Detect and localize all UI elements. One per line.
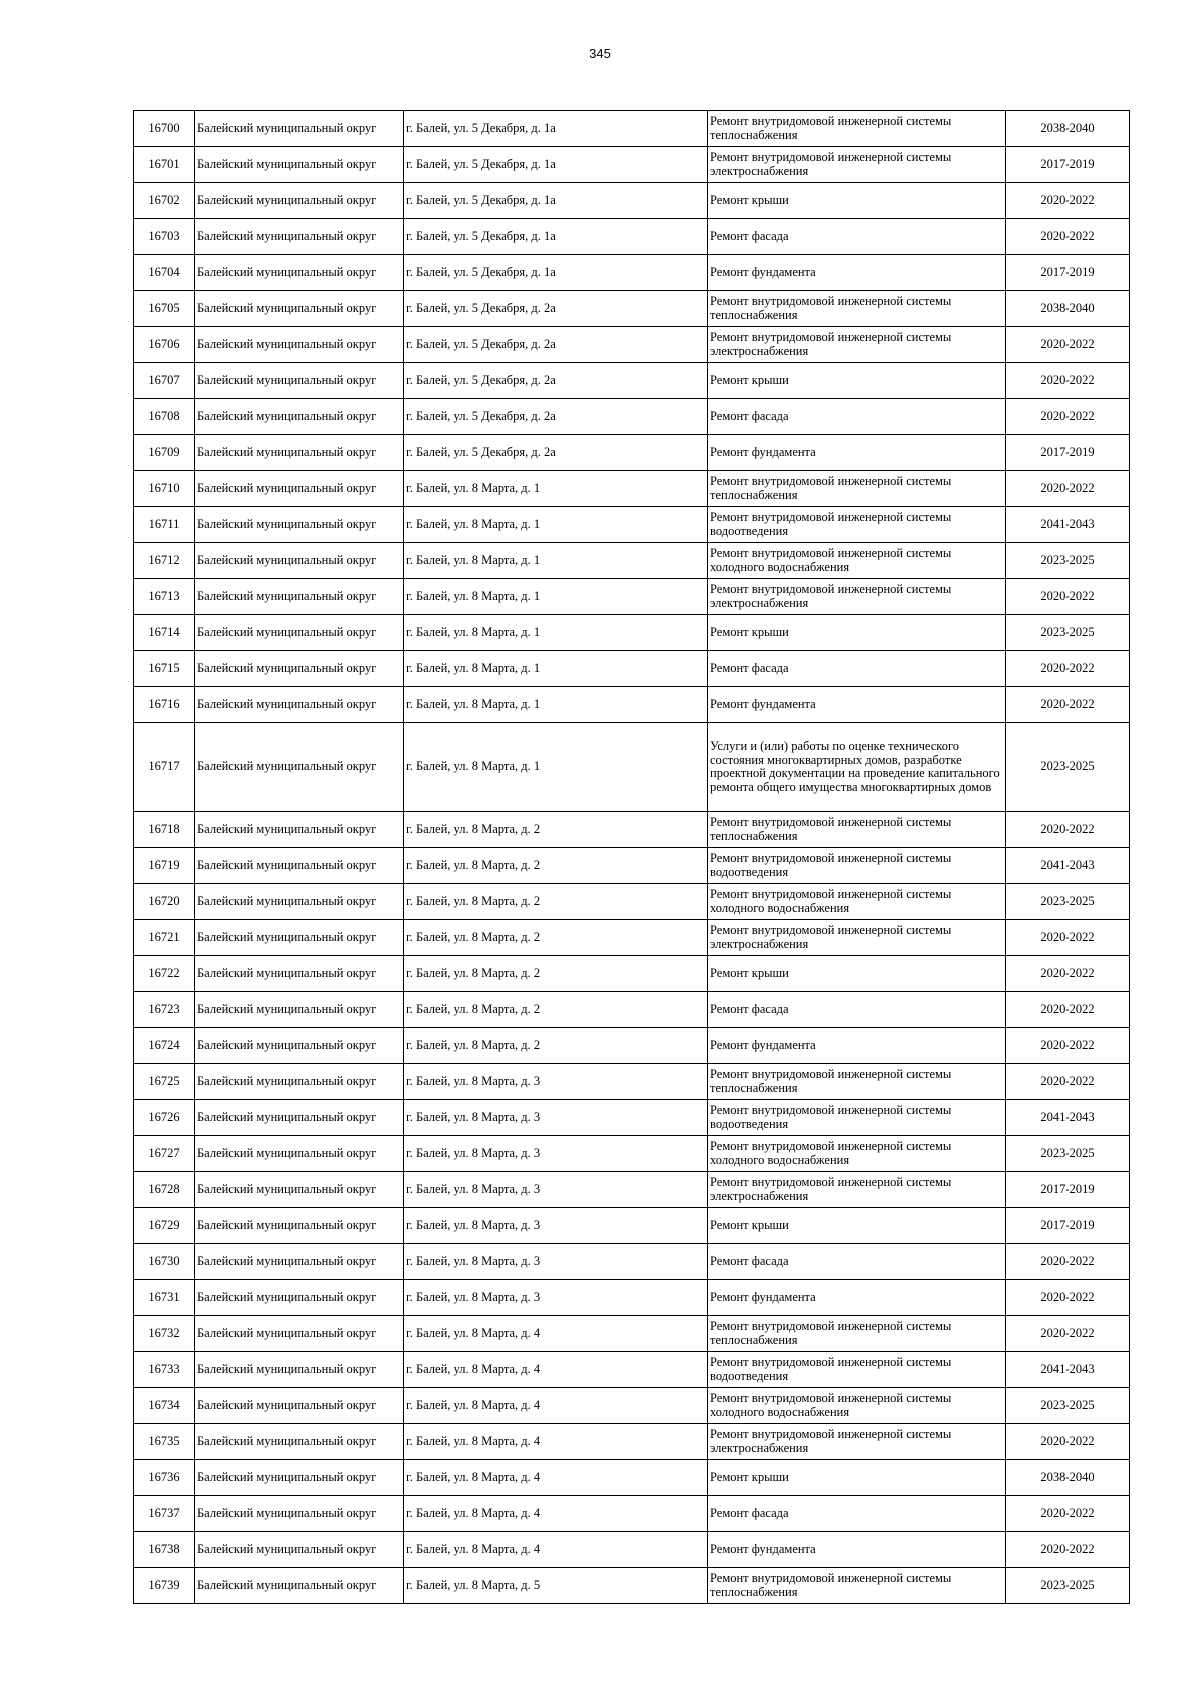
cell-address: г. Балей, ул. 5 Декабря, д. 2а	[404, 327, 708, 363]
cell-address: г. Балей, ул. 5 Декабря, д. 1а	[404, 147, 708, 183]
table-row	[134, 219, 1130, 255]
cell-number: 16701	[134, 147, 195, 183]
table-row	[134, 687, 1130, 723]
cell-period: 2020-2022	[1006, 1496, 1130, 1532]
cell-district: Балейский муниципальный округ	[195, 1496, 404, 1532]
cell-district: Балейский муниципальный округ	[195, 1316, 404, 1352]
cell-number: 16738	[134, 1532, 195, 1568]
cell-district: Балейский муниципальный округ	[195, 848, 404, 884]
cell-number: 16731	[134, 1280, 195, 1316]
cell-address: г. Балей, ул. 5 Декабря, д. 2а	[404, 435, 708, 471]
cell-work-type: Ремонт крыши	[708, 1208, 1006, 1244]
cell-period: 2020-2022	[1006, 1424, 1130, 1460]
cell-work-type: Ремонт фасада	[708, 219, 1006, 255]
table-row	[134, 363, 1130, 399]
cell-period: 2020-2022	[1006, 956, 1130, 992]
cell-period: 2017-2019	[1006, 435, 1130, 471]
cell-address: г. Балей, ул. 8 Марта, д. 3	[404, 1136, 708, 1172]
cell-address: г. Балей, ул. 8 Марта, д. 1	[404, 507, 708, 543]
cell-work-type: Ремонт фасада	[708, 992, 1006, 1028]
cell-work-type: Ремонт фундамента	[708, 435, 1006, 471]
cell-period: 2020-2022	[1006, 363, 1130, 399]
cell-period: 2041-2043	[1006, 848, 1130, 884]
table-row	[134, 435, 1130, 471]
cell-work-type: Ремонт внутридомовой инженерной системы водоотведения	[708, 1352, 1006, 1388]
cell-address: г. Балей, ул. 8 Марта, д. 1	[404, 471, 708, 507]
cell-period: 2023-2025	[1006, 1136, 1130, 1172]
cell-work-type: Ремонт крыши	[708, 363, 1006, 399]
cell-period: 2038-2040	[1006, 291, 1130, 327]
table-row	[134, 920, 1130, 956]
cell-address: г. Балей, ул. 5 Декабря, д. 1а	[404, 219, 708, 255]
repair-schedule-table	[133, 110, 1130, 1604]
cell-number: 16735	[134, 1424, 195, 1460]
table-row	[134, 1172, 1130, 1208]
table-row	[134, 1568, 1130, 1604]
cell-address: г. Балей, ул. 5 Декабря, д. 1а	[404, 111, 708, 147]
cell-work-type: Услуги и (или) работы по оценке технического состояния многоквартирных домов, разработке проектной документации на проведение капитального ремонта общего имущества многоквартирных домов	[708, 723, 1006, 812]
cell-number: 16734	[134, 1388, 195, 1424]
cell-address: г. Балей, ул. 8 Марта, д. 4	[404, 1316, 708, 1352]
cell-period: 2020-2022	[1006, 1280, 1130, 1316]
cell-district: Балейский муниципальный округ	[195, 471, 404, 507]
cell-number: 16718	[134, 812, 195, 848]
cell-address: г. Балей, ул. 8 Марта, д. 3	[404, 1172, 708, 1208]
cell-district: Балейский муниципальный округ	[195, 111, 404, 147]
table-row	[134, 723, 1130, 812]
cell-number: 16723	[134, 992, 195, 1028]
table-row	[134, 992, 1130, 1028]
table-row	[134, 1100, 1130, 1136]
cell-work-type: Ремонт внутридомовой инженерной системы теплоснабжения	[708, 812, 1006, 848]
cell-work-type: Ремонт фасада	[708, 1496, 1006, 1532]
cell-work-type: Ремонт внутридомовой инженерной системы электроснабжения	[708, 579, 1006, 615]
cell-number: 16721	[134, 920, 195, 956]
cell-work-type: Ремонт внутридомовой инженерной системы холодного водоснабжения	[708, 1136, 1006, 1172]
cell-district: Балейский муниципальный округ	[195, 291, 404, 327]
cell-work-type: Ремонт фасада	[708, 399, 1006, 435]
cell-work-type: Ремонт внутридомовой инженерной системы холодного водоснабжения	[708, 1388, 1006, 1424]
cell-district: Балейский муниципальный округ	[195, 363, 404, 399]
cell-period: 2041-2043	[1006, 1100, 1130, 1136]
cell-address: г. Балей, ул. 8 Марта, д. 2	[404, 992, 708, 1028]
cell-number: 16724	[134, 1028, 195, 1064]
cell-period: 2020-2022	[1006, 399, 1130, 435]
cell-period: 2017-2019	[1006, 1172, 1130, 1208]
cell-work-type: Ремонт фундамента	[708, 687, 1006, 723]
cell-district: Балейский муниципальный округ	[195, 543, 404, 579]
cell-number: 16707	[134, 363, 195, 399]
cell-number: 16733	[134, 1352, 195, 1388]
cell-period: 2020-2022	[1006, 579, 1130, 615]
cell-address: г. Балей, ул. 8 Марта, д. 4	[404, 1424, 708, 1460]
cell-number: 16709	[134, 435, 195, 471]
cell-work-type: Ремонт внутридомовой инженерной системы холодного водоснабжения	[708, 884, 1006, 920]
cell-period: 2020-2022	[1006, 992, 1130, 1028]
cell-address: г. Балей, ул. 8 Марта, д. 2	[404, 956, 708, 992]
cell-district: Балейский муниципальный округ	[195, 255, 404, 291]
cell-district: Балейский муниципальный округ	[195, 1568, 404, 1604]
cell-number: 16708	[134, 399, 195, 435]
table-row	[134, 327, 1130, 363]
cell-address: г. Балей, ул. 8 Марта, д. 1	[404, 615, 708, 651]
cell-number: 16739	[134, 1568, 195, 1604]
table-row	[134, 579, 1130, 615]
cell-period: 2020-2022	[1006, 651, 1130, 687]
cell-number: 16729	[134, 1208, 195, 1244]
cell-district: Балейский муниципальный округ	[195, 1208, 404, 1244]
cell-district: Балейский муниципальный округ	[195, 1424, 404, 1460]
cell-work-type: Ремонт внутридомовой инженерной системы теплоснабжения	[708, 111, 1006, 147]
table-row	[134, 812, 1130, 848]
table-row	[134, 147, 1130, 183]
cell-period: 2017-2019	[1006, 255, 1130, 291]
table-row	[134, 1316, 1130, 1352]
table-row	[134, 884, 1130, 920]
cell-work-type: Ремонт фундамента	[708, 255, 1006, 291]
table-row	[134, 615, 1130, 651]
cell-work-type: Ремонт внутридомовой инженерной системы теплоснабжения	[708, 1568, 1006, 1604]
cell-work-type: Ремонт фасада	[708, 651, 1006, 687]
cell-period: 2020-2022	[1006, 687, 1130, 723]
cell-period: 2020-2022	[1006, 920, 1130, 956]
cell-district: Балейский муниципальный округ	[195, 183, 404, 219]
table-body	[134, 111, 1130, 1604]
cell-period: 2023-2025	[1006, 884, 1130, 920]
cell-number: 16700	[134, 111, 195, 147]
cell-period: 2020-2022	[1006, 327, 1130, 363]
cell-work-type: Ремонт внутридомовой инженерной системы электроснабжения	[708, 920, 1006, 956]
cell-work-type: Ремонт крыши	[708, 956, 1006, 992]
cell-number: 16706	[134, 327, 195, 363]
cell-address: г. Балей, ул. 8 Марта, д. 2	[404, 884, 708, 920]
cell-period: 2020-2022	[1006, 219, 1130, 255]
cell-district: Балейский муниципальный округ	[195, 956, 404, 992]
cell-period: 2023-2025	[1006, 615, 1130, 651]
cell-district: Балейский муниципальный округ	[195, 1352, 404, 1388]
cell-period: 2020-2022	[1006, 471, 1130, 507]
cell-period: 2020-2022	[1006, 1244, 1130, 1280]
cell-district: Балейский муниципальный округ	[195, 507, 404, 543]
cell-period: 2041-2043	[1006, 1352, 1130, 1388]
cell-address: г. Балей, ул. 8 Марта, д. 1	[404, 579, 708, 615]
cell-period: 2023-2025	[1006, 543, 1130, 579]
cell-period: 2020-2022	[1006, 1532, 1130, 1568]
table-row	[134, 399, 1130, 435]
cell-number: 16712	[134, 543, 195, 579]
cell-district: Балейский муниципальный округ	[195, 399, 404, 435]
cell-number: 16703	[134, 219, 195, 255]
cell-district: Балейский муниципальный округ	[195, 327, 404, 363]
cell-address: г. Балей, ул. 8 Марта, д. 3	[404, 1280, 708, 1316]
cell-period: 2023-2025	[1006, 723, 1130, 812]
cell-district: Балейский муниципальный округ	[195, 1172, 404, 1208]
cell-district: Балейский муниципальный округ	[195, 1136, 404, 1172]
cell-address: г. Балей, ул. 5 Декабря, д. 1а	[404, 183, 708, 219]
cell-period: 2023-2025	[1006, 1388, 1130, 1424]
table-row	[134, 1460, 1130, 1496]
table-row	[134, 1244, 1130, 1280]
cell-district: Балейский муниципальный округ	[195, 435, 404, 471]
cell-address: г. Балей, ул. 5 Декабря, д. 2а	[404, 291, 708, 327]
cell-work-type: Ремонт крыши	[708, 183, 1006, 219]
cell-address: г. Балей, ул. 8 Марта, д. 1	[404, 723, 708, 812]
cell-district: Балейский муниципальный округ	[195, 1460, 404, 1496]
cell-period: 2023-2025	[1006, 1568, 1130, 1604]
cell-period: 2020-2022	[1006, 1064, 1130, 1100]
cell-district: Балейский муниципальный округ	[195, 884, 404, 920]
table-row	[134, 291, 1130, 327]
table-row	[134, 471, 1130, 507]
cell-address: г. Балей, ул. 8 Марта, д. 4	[404, 1460, 708, 1496]
cell-work-type: Ремонт крыши	[708, 1460, 1006, 1496]
cell-number: 16725	[134, 1064, 195, 1100]
cell-number: 16705	[134, 291, 195, 327]
cell-period: 2020-2022	[1006, 1316, 1130, 1352]
cell-number: 16715	[134, 651, 195, 687]
cell-address: г. Балей, ул. 8 Марта, д. 1	[404, 543, 708, 579]
cell-work-type: Ремонт фундамента	[708, 1280, 1006, 1316]
table-row	[134, 1424, 1130, 1460]
table-row	[134, 543, 1130, 579]
cell-district: Балейский муниципальный округ	[195, 147, 404, 183]
table-row	[134, 1280, 1130, 1316]
cell-district: Балейский муниципальный округ	[195, 579, 404, 615]
table-row	[134, 1532, 1130, 1568]
table-row	[134, 111, 1130, 147]
cell-district: Балейский муниципальный округ	[195, 615, 404, 651]
cell-number: 16719	[134, 848, 195, 884]
cell-address: г. Балей, ул. 8 Марта, д. 3	[404, 1064, 708, 1100]
cell-district: Балейский муниципальный округ	[195, 920, 404, 956]
table-row	[134, 1028, 1130, 1064]
table-row	[134, 956, 1130, 992]
cell-number: 16730	[134, 1244, 195, 1280]
cell-work-type: Ремонт внутридомовой инженерной системы водоотведения	[708, 507, 1006, 543]
cell-number: 16702	[134, 183, 195, 219]
cell-district: Балейский муниципальный округ	[195, 1388, 404, 1424]
cell-district: Балейский муниципальный округ	[195, 651, 404, 687]
cell-address: г. Балей, ул. 8 Марта, д. 1	[404, 651, 708, 687]
cell-work-type: Ремонт крыши	[708, 615, 1006, 651]
cell-address: г. Балей, ул. 8 Марта, д. 2	[404, 812, 708, 848]
cell-district: Балейский муниципальный округ	[195, 1280, 404, 1316]
cell-district: Балейский муниципальный округ	[195, 992, 404, 1028]
cell-district: Балейский муниципальный округ	[195, 1028, 404, 1064]
cell-address: г. Балей, ул. 8 Марта, д. 4	[404, 1532, 708, 1568]
cell-period: 2038-2040	[1006, 111, 1130, 147]
cell-work-type: Ремонт внутридомовой инженерной системы водоотведения	[708, 1100, 1006, 1136]
cell-address: г. Балей, ул. 8 Марта, д. 3	[404, 1208, 708, 1244]
cell-number: 16736	[134, 1460, 195, 1496]
cell-address: г. Балей, ул. 8 Марта, д. 5	[404, 1568, 708, 1604]
cell-number: 16720	[134, 884, 195, 920]
table-row	[134, 1352, 1130, 1388]
cell-number: 16713	[134, 579, 195, 615]
table-row	[134, 183, 1130, 219]
cell-address: г. Балей, ул. 8 Марта, д. 2	[404, 920, 708, 956]
cell-address: г. Балей, ул. 8 Марта, д. 2	[404, 1028, 708, 1064]
cell-work-type: Ремонт внутридомовой инженерной системы теплоснабжения	[708, 471, 1006, 507]
cell-address: г. Балей, ул. 8 Марта, д. 1	[404, 687, 708, 723]
cell-address: г. Балей, ул. 5 Декабря, д. 2а	[404, 399, 708, 435]
cell-work-type: Ремонт внутридомовой инженерной системы теплоснабжения	[708, 1316, 1006, 1352]
cell-address: г. Балей, ул. 5 Декабря, д. 1а	[404, 255, 708, 291]
cell-number: 16727	[134, 1136, 195, 1172]
cell-period: 2020-2022	[1006, 183, 1130, 219]
table-row	[134, 1064, 1130, 1100]
cell-work-type: Ремонт внутридомовой инженерной системы водоотведения	[708, 848, 1006, 884]
cell-number: 16714	[134, 615, 195, 651]
page-number: 345	[589, 46, 611, 61]
table-row	[134, 255, 1130, 291]
cell-address: г. Балей, ул. 5 Декабря, д. 2а	[404, 363, 708, 399]
cell-work-type: Ремонт внутридомовой инженерной системы электроснабжения	[708, 1424, 1006, 1460]
cell-number: 16710	[134, 471, 195, 507]
table-row	[134, 1208, 1130, 1244]
cell-address: г. Балей, ул. 8 Марта, д. 3	[404, 1100, 708, 1136]
cell-district: Балейский муниципальный округ	[195, 1532, 404, 1568]
cell-district: Балейский муниципальный округ	[195, 1100, 404, 1136]
cell-work-type: Ремонт внутридомовой инженерной системы теплоснабжения	[708, 1064, 1006, 1100]
table-row	[134, 507, 1130, 543]
cell-period: 2041-2043	[1006, 507, 1130, 543]
cell-period: 2038-2040	[1006, 1460, 1130, 1496]
table-row	[134, 1388, 1130, 1424]
cell-work-type: Ремонт фасада	[708, 1244, 1006, 1280]
cell-number: 16726	[134, 1100, 195, 1136]
cell-address: г. Балей, ул. 8 Марта, д. 2	[404, 848, 708, 884]
table-row	[134, 651, 1130, 687]
cell-number: 16732	[134, 1316, 195, 1352]
cell-work-type: Ремонт внутридомовой инженерной системы холодного водоснабжения	[708, 543, 1006, 579]
cell-period: 2020-2022	[1006, 1028, 1130, 1064]
cell-address: г. Балей, ул. 8 Марта, д. 4	[404, 1388, 708, 1424]
cell-district: Балейский муниципальный округ	[195, 1244, 404, 1280]
cell-number: 16711	[134, 507, 195, 543]
cell-address: г. Балей, ул. 8 Марта, д. 3	[404, 1244, 708, 1280]
table-row	[134, 1136, 1130, 1172]
table-row	[134, 848, 1130, 884]
cell-work-type: Ремонт фундамента	[708, 1532, 1006, 1568]
cell-work-type: Ремонт внутридомовой инженерной системы электроснабжения	[708, 1172, 1006, 1208]
cell-work-type: Ремонт фундамента	[708, 1028, 1006, 1064]
cell-address: г. Балей, ул. 8 Марта, д. 4	[404, 1352, 708, 1388]
cell-work-type: Ремонт внутридомовой инженерной системы теплоснабжения	[708, 291, 1006, 327]
cell-period: 2020-2022	[1006, 812, 1130, 848]
cell-work-type: Ремонт внутридомовой инженерной системы электроснабжения	[708, 147, 1006, 183]
cell-address: г. Балей, ул. 8 Марта, д. 4	[404, 1496, 708, 1532]
cell-district: Балейский муниципальный округ	[195, 687, 404, 723]
cell-number: 16722	[134, 956, 195, 992]
cell-district: Балейский муниципальный округ	[195, 219, 404, 255]
cell-district: Балейский муниципальный округ	[195, 723, 404, 812]
cell-period: 2017-2019	[1006, 1208, 1130, 1244]
cell-number: 16717	[134, 723, 195, 812]
cell-period: 2017-2019	[1006, 147, 1130, 183]
cell-number: 16716	[134, 687, 195, 723]
cell-work-type: Ремонт внутридомовой инженерной системы электроснабжения	[708, 327, 1006, 363]
cell-number: 16728	[134, 1172, 195, 1208]
table-row	[134, 1496, 1130, 1532]
cell-number: 16704	[134, 255, 195, 291]
cell-district: Балейский муниципальный округ	[195, 1064, 404, 1100]
cell-number: 16737	[134, 1496, 195, 1532]
cell-district: Балейский муниципальный округ	[195, 812, 404, 848]
